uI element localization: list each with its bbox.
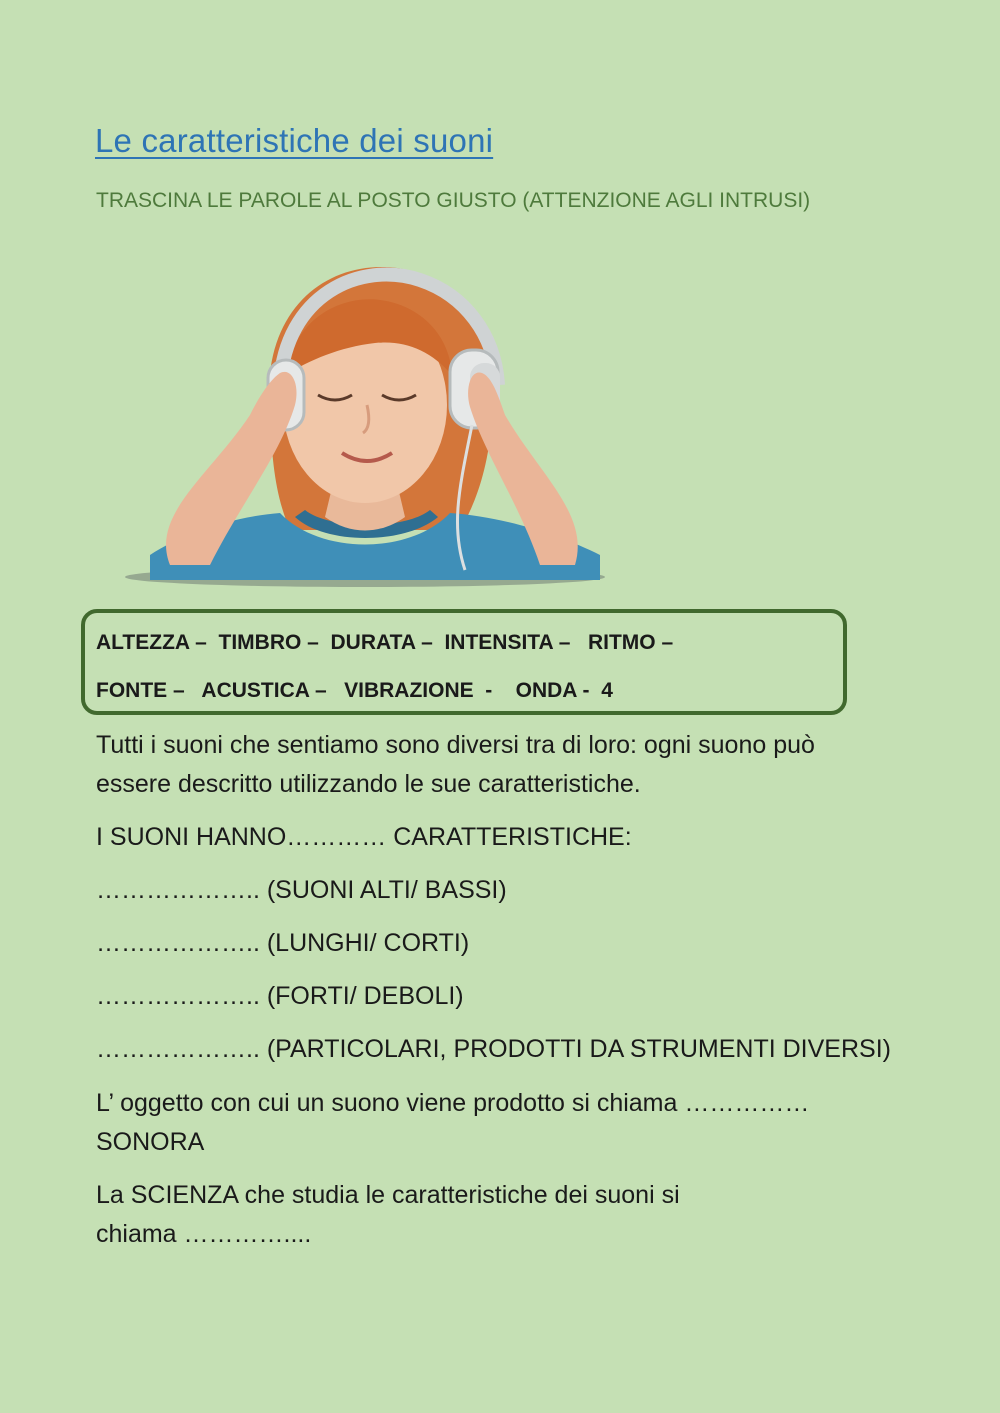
blank-line-intensity[interactable]: ……………….. (FORTI/ DEBOLI) [96,982,464,1010]
source-question[interactable] [96,1084,809,1162]
blank-line-duration[interactable]: ……………….. (LUNGHI/ CORTI) [96,929,470,957]
science-line-2: chiama ………….... [96,1220,312,1248]
count-question[interactable]: I SUONI HANNO………… CARATTERISTICHE: [96,823,632,851]
source-line-2: SONORA [96,1128,205,1156]
intro-line-2: essere descritto utilizzando le sue caratteristiche. [96,770,641,798]
word-bank-row-1[interactable]: ALTEZZA – TIMBRO – DURATA – INTENSITA – RITMO – [96,631,674,654]
intro-paragraph [96,726,815,804]
instruction-text: TRASCINA LE PAROLE AL POSTO GIUSTO (ATTENZIONE AGLI INTRUSI) [96,189,811,212]
science-line-1: La SCIENZA che studia le caratteristiche dei suoni si [96,1181,680,1209]
intro-line-1: Tutti i suoni che sentiamo sono diversi tra di loro: ogni suono può [96,731,815,759]
word-bank-row-2[interactable]: FONTE – ACUSTICA – VIBRAZIONE - ONDA - 4 [96,679,613,702]
science-question[interactable] [96,1176,680,1254]
girl-with-headphones-icon [120,255,620,590]
blank-line-timbre[interactable]: ……………….. (PARTICOLARI, PRODOTTI DA STRUMENTI DIVERSI) [96,1035,891,1063]
source-line-1: L’ oggetto con cui un suono viene prodotto si chiama …………… [96,1089,810,1117]
blank-line-pitch[interactable]: ……………….. (SUONI ALTI/ BASSI) [96,876,507,904]
page-title: Le caratteristiche dei suoni [95,122,494,159]
